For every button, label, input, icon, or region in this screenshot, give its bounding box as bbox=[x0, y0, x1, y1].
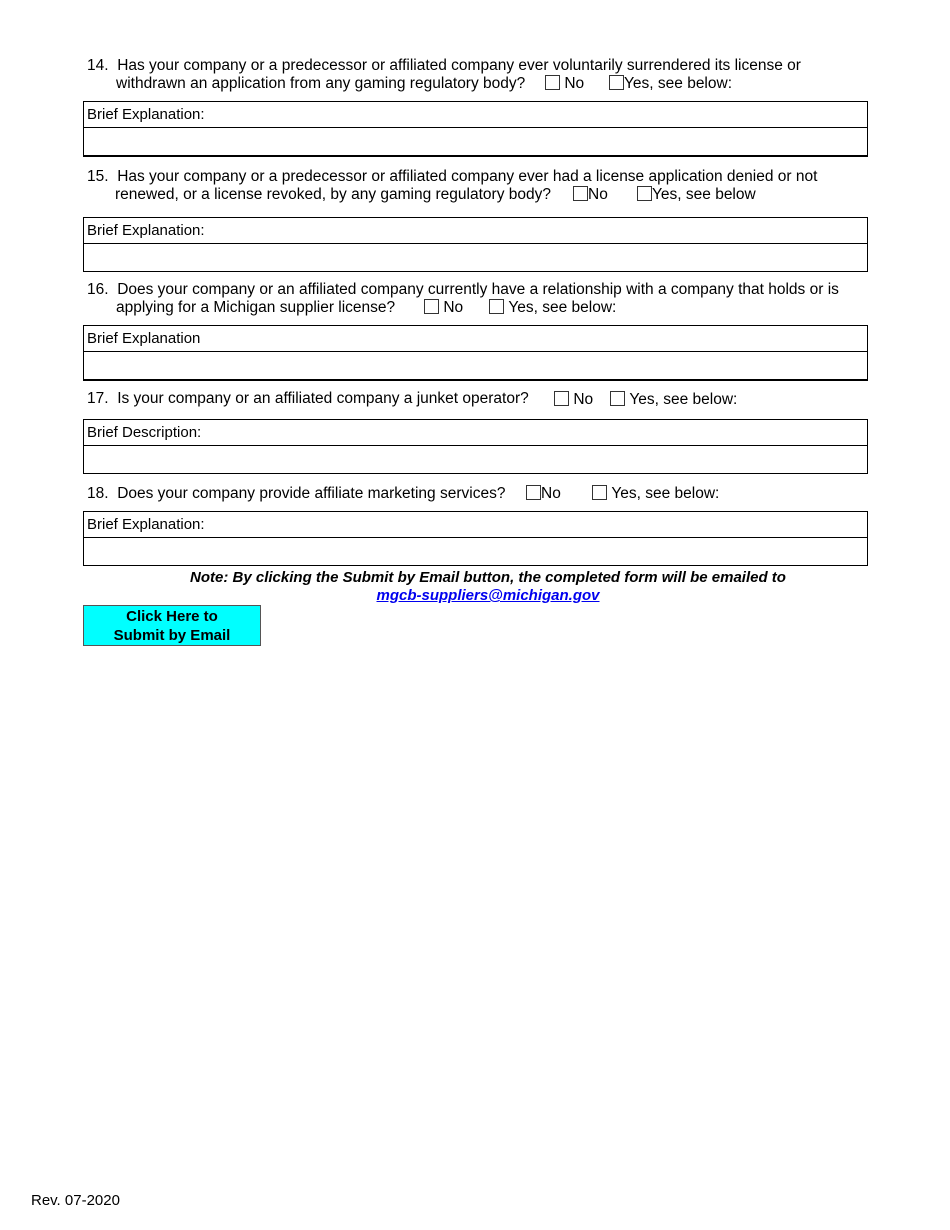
q14-line1 bbox=[87, 57, 801, 75]
q18-no-label: No bbox=[541, 485, 561, 502]
q14-no-checkbox[interactable] bbox=[545, 75, 560, 90]
q18-no-option[interactable] bbox=[526, 485, 561, 503]
q14-text-line1: Has your company or a predecessor or affiliated company ever voluntarily surrendered its license or bbox=[117, 57, 801, 74]
q17-number: 17. bbox=[87, 390, 109, 407]
q15-text-line2: renewed, or a license revoked, by any gaming regulatory body? bbox=[115, 186, 551, 203]
q14-yes-checkbox[interactable] bbox=[609, 75, 624, 90]
q14-explanation-field[interactable] bbox=[84, 128, 867, 155]
q16-explanation-field[interactable] bbox=[84, 352, 867, 379]
q14-no-label: No bbox=[564, 75, 585, 92]
q15-number: 15. bbox=[87, 168, 109, 185]
q16-explanation-box bbox=[83, 325, 868, 381]
q15-line2 bbox=[115, 186, 551, 204]
q17-yes-checkbox[interactable] bbox=[610, 391, 625, 406]
q17-yes-option[interactable] bbox=[610, 391, 737, 409]
q17-yes-label: Yes, see below: bbox=[629, 391, 738, 408]
q14-text-line2: withdrawn an application from any gaming regulatory body? bbox=[116, 75, 526, 92]
q15-yes-label: Yes, see below bbox=[652, 186, 756, 203]
q17-no-option[interactable] bbox=[554, 391, 593, 409]
q16-no-label: No bbox=[443, 299, 464, 316]
q16-box-label: Brief Explanation bbox=[84, 326, 867, 352]
q14-yes-option[interactable] bbox=[609, 75, 732, 93]
q15-explanation-field[interactable] bbox=[84, 244, 867, 271]
q17-description-box bbox=[83, 419, 868, 474]
q17-box-label: Brief Description: bbox=[84, 420, 867, 446]
q18-explanation-field[interactable] bbox=[84, 538, 867, 565]
q14-yes-label: Yes, see below: bbox=[624, 75, 733, 92]
q14-box-label: Brief Explanation: bbox=[84, 102, 867, 128]
q17-no-checkbox[interactable] bbox=[554, 391, 569, 406]
q16-number: 16. bbox=[87, 281, 109, 298]
q16-text-line2: applying for a Michigan supplier license? bbox=[116, 299, 396, 316]
q16-line2 bbox=[116, 299, 395, 317]
q16-line1 bbox=[87, 281, 839, 299]
q18-explanation-box bbox=[83, 511, 868, 566]
q17-line1 bbox=[87, 390, 529, 408]
q15-yes-checkbox[interactable] bbox=[637, 186, 652, 201]
q18-line1 bbox=[87, 485, 505, 503]
submit-button-line1: Click Here to bbox=[126, 608, 218, 625]
q17-description-field[interactable] bbox=[84, 446, 867, 473]
q18-yes-checkbox[interactable] bbox=[592, 485, 607, 500]
q16-yes-label: Yes, see below: bbox=[508, 299, 617, 316]
submit-by-email-button[interactable] bbox=[83, 605, 261, 646]
q16-no-option[interactable] bbox=[424, 299, 463, 317]
q15-no-label: No bbox=[588, 186, 608, 203]
q15-no-checkbox[interactable] bbox=[573, 186, 588, 201]
q18-box-label: Brief Explanation: bbox=[84, 512, 867, 538]
email-link[interactable]: mgcb-suppliers@michigan.gov bbox=[376, 587, 600, 604]
q17-no-label: No bbox=[573, 391, 594, 408]
q18-no-checkbox[interactable] bbox=[526, 485, 541, 500]
q15-explanation-box bbox=[83, 217, 868, 272]
q18-yes-option[interactable] bbox=[592, 485, 719, 503]
q15-box-label: Brief Explanation: bbox=[84, 218, 867, 244]
q15-line1 bbox=[87, 168, 817, 186]
q14-line2 bbox=[116, 75, 525, 93]
q14-number: 14. bbox=[87, 57, 109, 74]
submit-button-line2: Submit by Email bbox=[113, 627, 231, 644]
q16-no-checkbox[interactable] bbox=[424, 299, 439, 314]
q16-yes-checkbox[interactable] bbox=[489, 299, 504, 314]
submit-note-text: Note: By clicking the Submit by Email button, the completed form will be emailed to bbox=[190, 569, 786, 586]
submit-note bbox=[83, 569, 893, 605]
q16-yes-option[interactable] bbox=[489, 299, 616, 317]
q16-text-line1: Does your company or an affiliated company currently have a relationship with a company that holds or is bbox=[117, 281, 839, 298]
q14-no-option[interactable] bbox=[545, 75, 584, 93]
q18-yes-label: Yes, see below: bbox=[611, 485, 720, 502]
q14-explanation-box bbox=[83, 101, 868, 157]
q15-no-option[interactable] bbox=[573, 186, 608, 204]
q17-text-line1: Is your company or an affiliated company a junket operator? bbox=[117, 390, 529, 407]
q18-number: 18. bbox=[87, 485, 109, 502]
revision-label: Rev. 07-2020 bbox=[31, 1192, 120, 1209]
q15-yes-option[interactable] bbox=[637, 186, 756, 204]
q15-text-line1: Has your company or a predecessor or affiliated company ever had a license application denied or not bbox=[117, 168, 818, 185]
q18-text-line1: Does your company provide affiliate marketing services? bbox=[117, 485, 506, 502]
